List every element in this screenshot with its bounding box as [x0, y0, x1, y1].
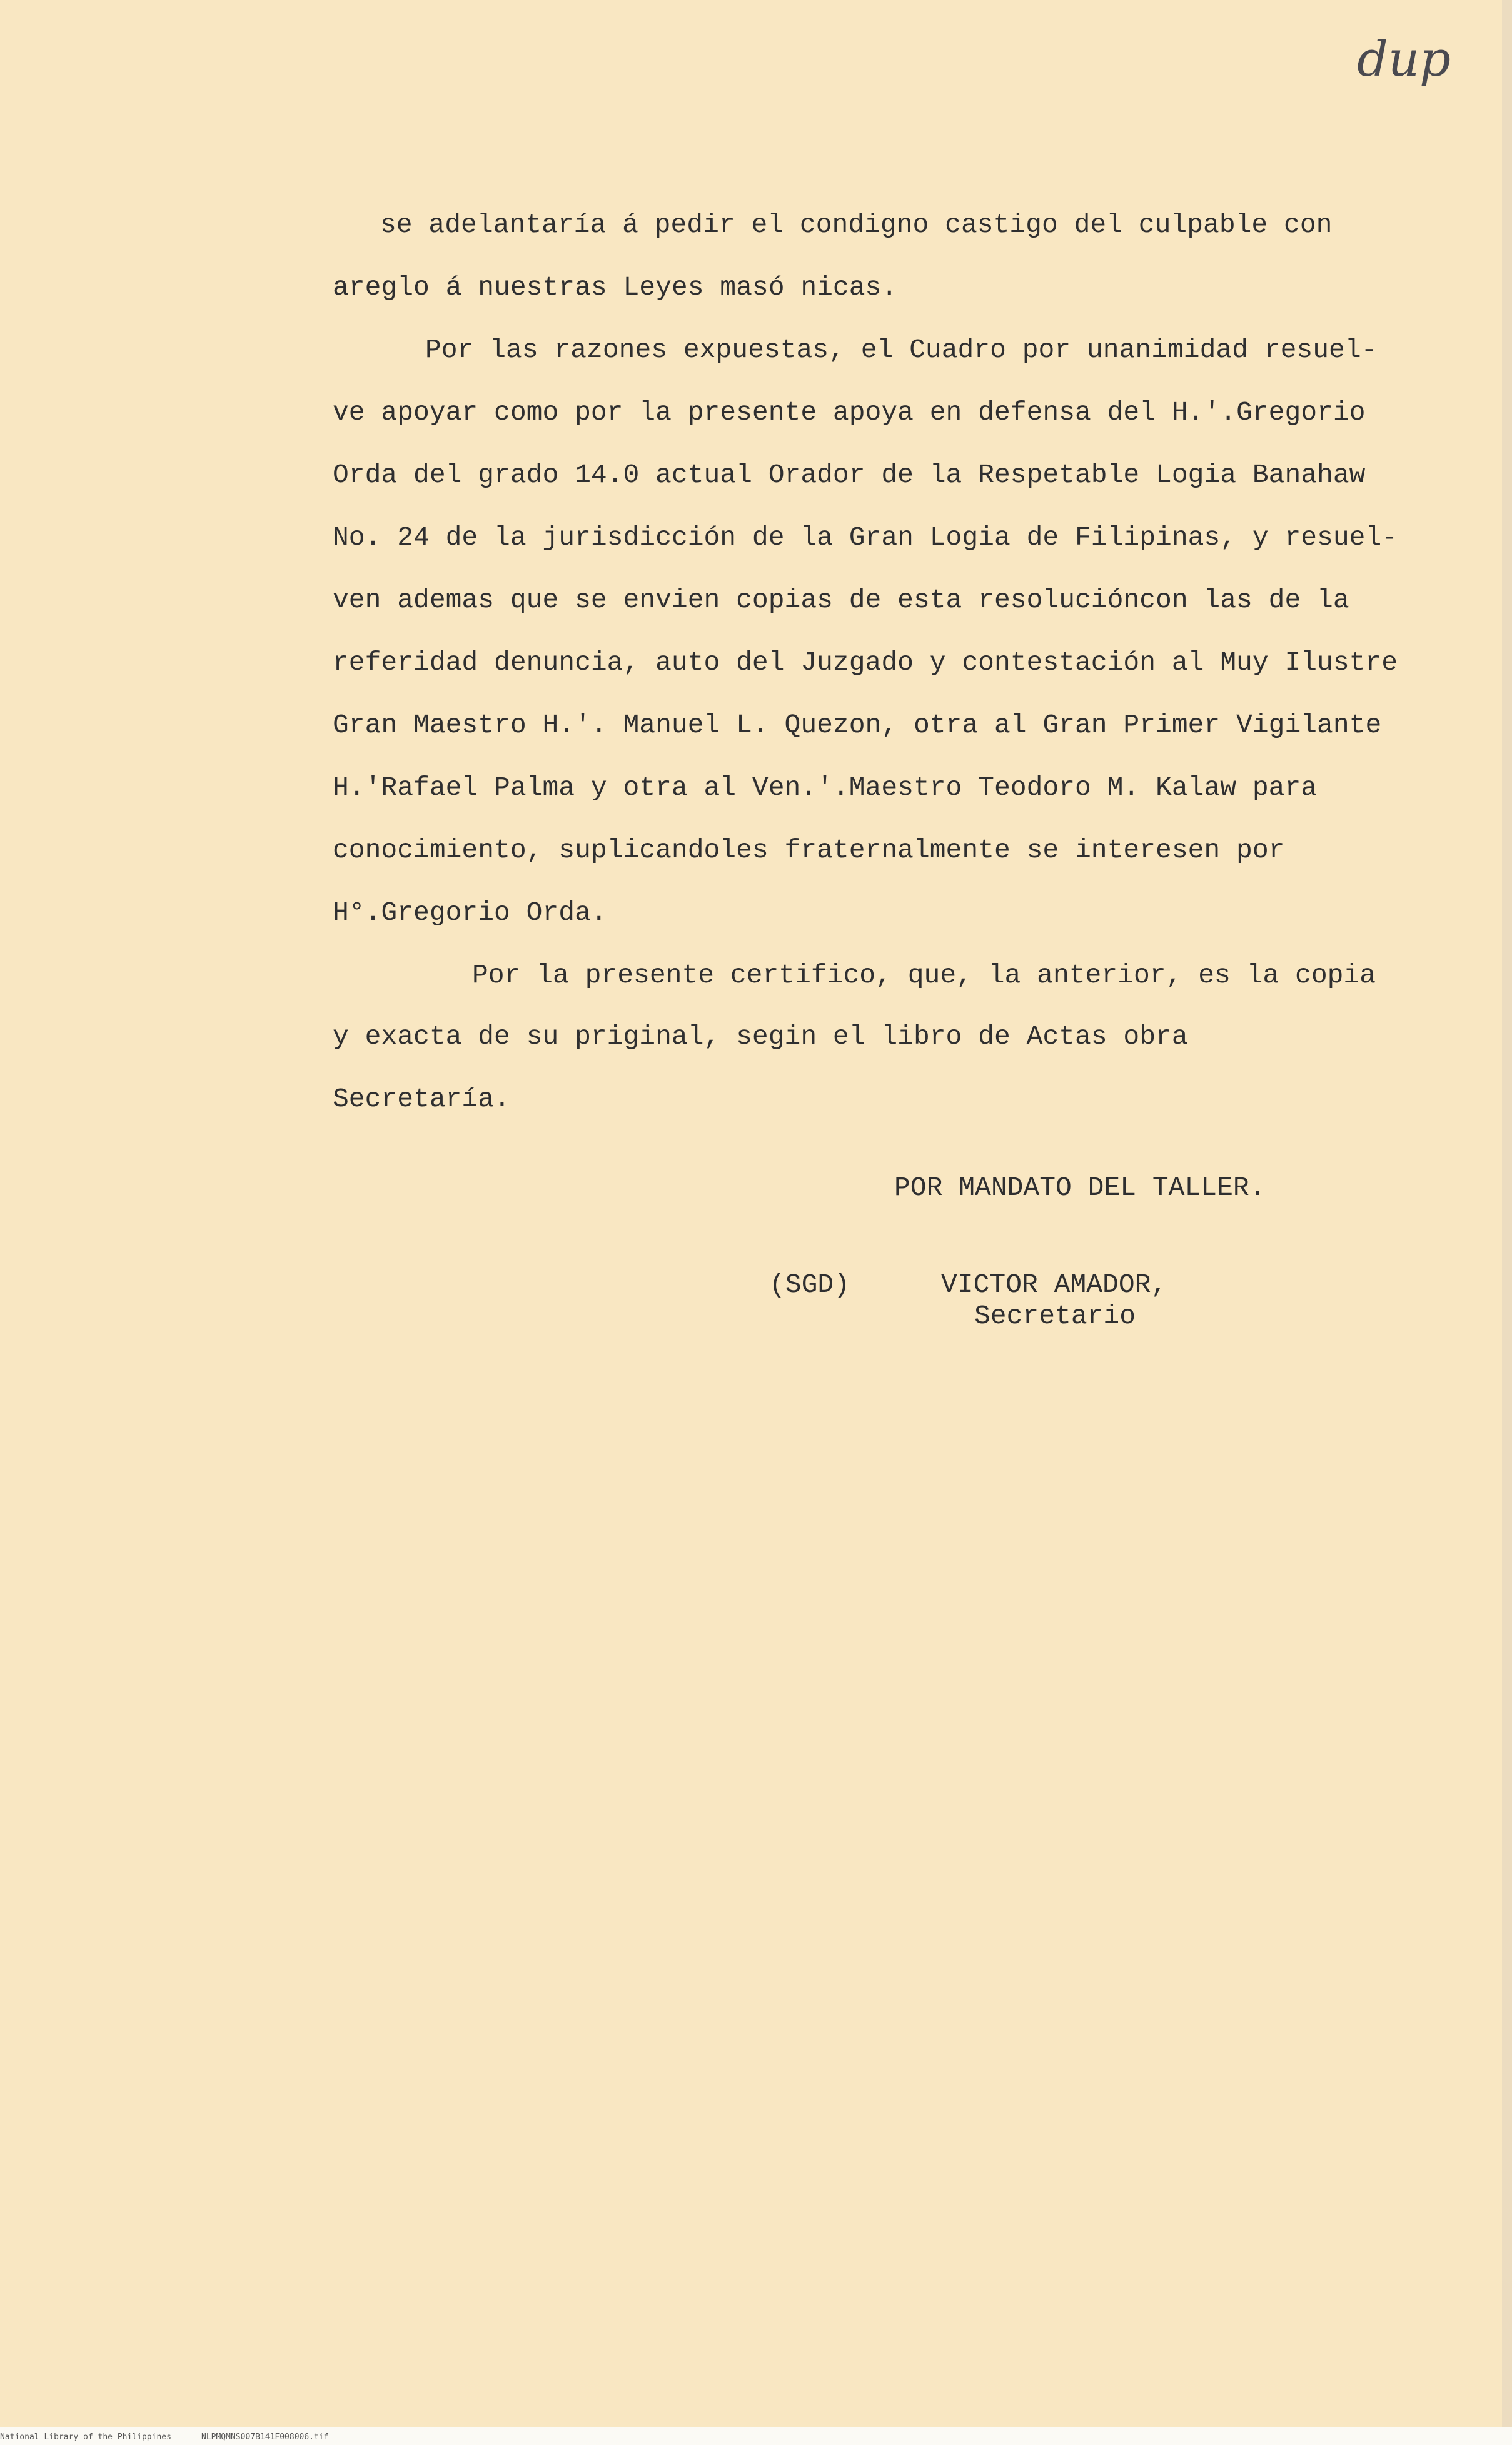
- body-line: Por las razones expuestas, el Cuadro por unanimidad resuel-: [425, 335, 1378, 365]
- body-line: se adelantaría á pedir el condigno castigo del culpable con: [380, 209, 1333, 240]
- page-edge: [1502, 0, 1512, 2427]
- body-line: referidad denuncia, auto del Juzgado y contestación al Muy Ilustre: [333, 647, 1398, 678]
- body-line: y exacta de su priginal, segin el libro de Actas obra: [333, 1021, 1188, 1052]
- footer-institution: National Library of the Philippines: [0, 2432, 171, 2442]
- body-line: H°.Gregorio Orda.: [333, 897, 607, 928]
- body-line: Gran Maestro H.'. Manuel L. Quezon, otra al Gran Primer Vigilante: [333, 710, 1382, 740]
- body-line: ve apoyar como por la presente apoya en defensa del H.'.Gregorio: [333, 397, 1366, 428]
- body-line: H.'Rafael Palma y otra al Ven.'.Maestro Teodoro M. Kalaw para: [333, 772, 1318, 803]
- mandate-line: POR MANDATO DEL TALLER.: [894, 1172, 1266, 1203]
- body-line: Secretaría.: [333, 1084, 510, 1114]
- signer-title: Secretario: [974, 1301, 1136, 1331]
- sgd-mark: (SGD): [769, 1269, 850, 1300]
- body-line: No. 24 de la jurisdicción de la Gran Logia de Filipinas, y resuel-: [333, 522, 1398, 553]
- body-line: Por la presente certifico, que, la anterior, es la copia: [472, 960, 1376, 991]
- body-line: ven ademas que se envien copias de esta resolucióncon las de la: [333, 585, 1349, 615]
- body-line: areglo á nuestras Leyes masó nicas.: [333, 272, 898, 303]
- signer-name: VICTOR AMADOR,: [941, 1269, 1167, 1300]
- body-line: conocimiento, suplicandoles fraternalmente se interesen por: [333, 835, 1285, 865]
- body-line: Orda del grado 14.0 actual Orador de la Respetable Logia Banahaw: [333, 460, 1366, 490]
- handwritten-annotation: dup: [1357, 31, 1451, 88]
- footer-file-id: NLPMQMNS007B141F008006.tif: [201, 2432, 329, 2442]
